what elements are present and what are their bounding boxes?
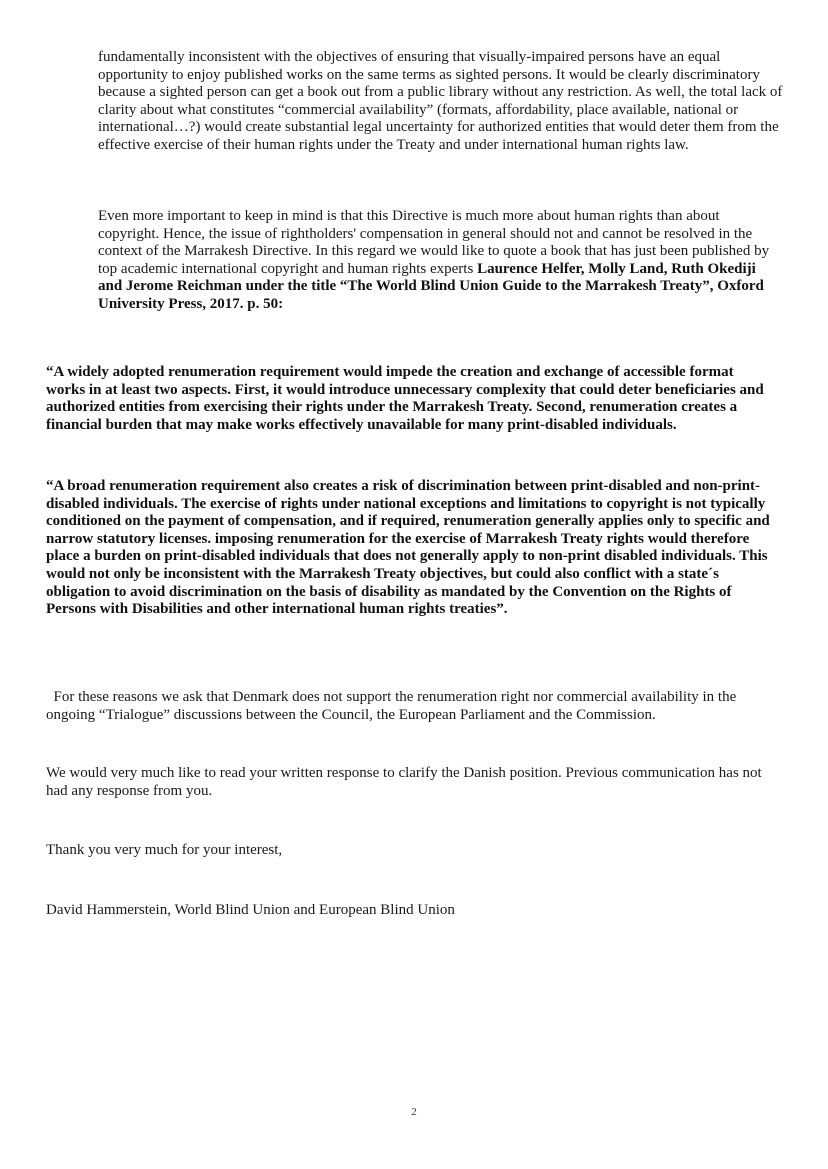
page-number: 2 [411,1106,417,1118]
body-paragraph-2 [98,208,783,314]
request-paragraph: For these reasons we ask that Denmark does not support the renumeration right nor commercial availability in the ongoing “Trialogue” discussions between the Council, the European Parliament and the Commission. [46,689,740,723]
signature-line: David Hammerstein, World Blind Union and European Blind Union [46,902,455,918]
body-paragraph-1: fundamentally inconsistent with the objectives of ensuring that visually-impaired persons have an equal opportunity to enjoy published works on the same terms as sighted persons. It would be clearly discriminatory because a sighted person can get a book out from a public library without any restriction. As well, the total lack of clarity about what constitutes “commercial availability” (formats, affordability, place available, national or international…?) would create substantial legal uncertainty for authorized entities that would deter them from the effective exercise of their human rights under the Treaty and under international human rights law. [98,49,783,153]
body-paragraph-2-text: Even more important to keep in mind is that this Directive is much more about human rights than about copyright. Hence, the issue of rightholders' compensation in general should not and cannot be resolved in the context of the Marrakesh Directive. In this regard we would like to quote a book that has just been published by top academic international copyright and human rights experts [98,208,770,277]
quote-paragraph-2: “A broad renumeration requirement also creates a risk of discrimination between print-disabled and non-print-disabled individuals. The exercise of rights under national exceptions and limitations to copyright is not typically conditioned on the payment of compensation, and if required, renumeration generally applies only to specific and narrow statutory licenses. imposing renumeration for the exercise of Marrakesh Treaty rights would therefore place a burden on print-disabled individuals that does not generally apply to non-print disabled individuals. This would not only be inconsistent with the Marrakesh Treaty objectives, but could also conflict with a state´s obligation to avoid discrimination on the basis of disability as mandated by the Convention on the Rights of Persons with Disabilities and other international human rights treaties”. [46,478,770,618]
quote-paragraph-1: “A widely adopted renumeration requirement would impede the creation and exchange of accessible format works in at least two aspects. First, it would introduce unnecessary complexity that could deter beneficiaries and authorized entities from exercising their rights under the Marrakesh Treaty. Second, renumeration creates a financial burden that may make works effectively unavailable for many print-disabled individuals. [46,364,764,433]
response-paragraph: We would very much like to read your written response to clarify the Danish position. Previous communication has not had any response from you. [46,765,762,799]
book-citation: Laurence Helfer, Molly Land, Ruth Okediji and Jerome Reichman under the title “The World Blind Union Guide to the Marrakesh Treaty”, Oxford University Press, 2017. p. 50: [98,260,764,312]
closing-line: Thank you very much for your interest, [46,842,283,858]
